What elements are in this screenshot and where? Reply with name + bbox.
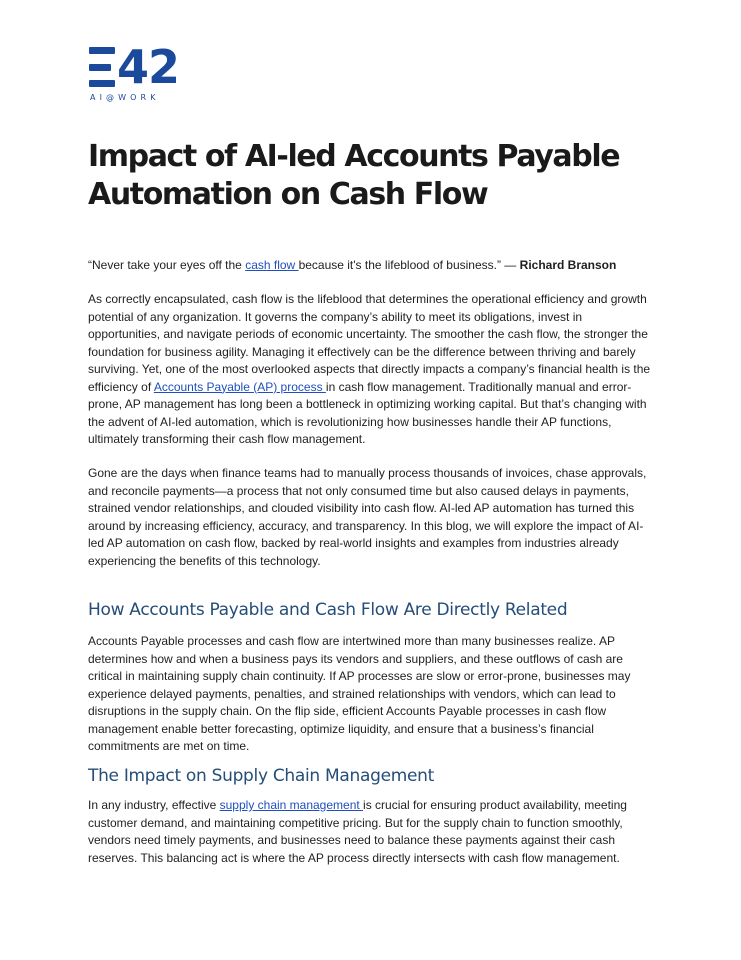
section-heading-supply-chain: The Impact on Supply Chain Management: [88, 766, 434, 786]
second-paragraph: Gone are the days when finance teams had to manually process thousands of invoices, chase approvals, and reconcile payments—a process that not only consumed time but also caused delays in payments, strained vendor relationships, and clouded visibility into cash flow. AI-led AP automation has turned this around by increasing efficiency, accuracy, and transparency. In this blog, we will explore the impact of AI-led AP automation on cash flow, backed by real-world insights and examples from industries already experiencing the benefits of this technology.: [88, 466, 647, 568]
page-title: Impact of AI-led Accounts Payable Automation on Cash Flow: [88, 139, 620, 212]
supply-chain-management-link[interactable]: supply chain management: [219, 798, 364, 812]
intro-text-after: in cash flow management. Traditionally manual and error-prone, AP management has long been a bottleneck in optimizing working capital. But that’s changing with the advent of AI-led automation, which is revolutionizing how businesses handle their AP functions, ultimately transforming their cash flow management.: [88, 379, 647, 446]
supply-chain-text-before: In any industry, effective: [88, 798, 220, 812]
logo-e-bars-icon: [89, 47, 115, 87]
opening-quote: [88, 257, 656, 275]
company-logo: [89, 40, 189, 104]
quote-open: “Never take your eyes off the: [88, 258, 246, 272]
ap-cash-flow-paragraph: Accounts Payable processes and cash flow are intertwined more than many businesses realize. AP determines how and when a business pays its vendors and suppliers, and these outflows of cash are critical in maintaining supply chain continuity. If AP processes are slow or error-prone, businesses may experience delayed payments, penalties, and strained relationships with vendors, which can lead to disruptions in the supply chain. On the flip side, efficient Accounts Payable processes in cash flow management enable better forecasting, optimize liquidity, and ensure that a business’s financial commitments are met on time.: [88, 634, 631, 753]
supply-chain-text-after: is crucial for ensuring product availability, meeting customer demand, and maintaining competitive pricing. But for the supply chain to function smoothly, vendors need timely payments, and businesses need to balance these payments against their cash reserves. This balancing act is where the AP process directly intersects with cash flow management.: [88, 798, 627, 865]
logo-tagline: AI@WORK: [90, 93, 160, 102]
logo-mark: [89, 40, 189, 94]
ap-process-link[interactable]: Accounts Payable (AP) process: [153, 379, 326, 394]
intro-text-before: As correctly encapsulated, cash flow is the lifeblood that determines the operational efficiency and growth potential of any organization. It governs the company’s ability to meet its obligations, invest in opportunities, and navigate periods of economic uncertainty. The smoother the cash flow, the stronger the foundation for business agility. Managing it effectively can be the difference between thriving and barely surviving. Yet, one of the most overlooked aspects that directly impacts a company’s financial health is the efficiency of: [88, 292, 651, 394]
cash-flow-link[interactable]: cash flow: [245, 258, 299, 272]
supply-chain-paragraph: [88, 797, 656, 867]
quote-author: Richard Branson: [519, 258, 617, 272]
logo-number: 42: [117, 40, 180, 94]
section-heading-ap-cash-flow: How Accounts Payable and Cash Flow Are Directly Related: [88, 600, 568, 620]
intro-paragraph: [88, 291, 656, 449]
quote-close: because it's the lifeblood of business.” —: [298, 258, 520, 272]
